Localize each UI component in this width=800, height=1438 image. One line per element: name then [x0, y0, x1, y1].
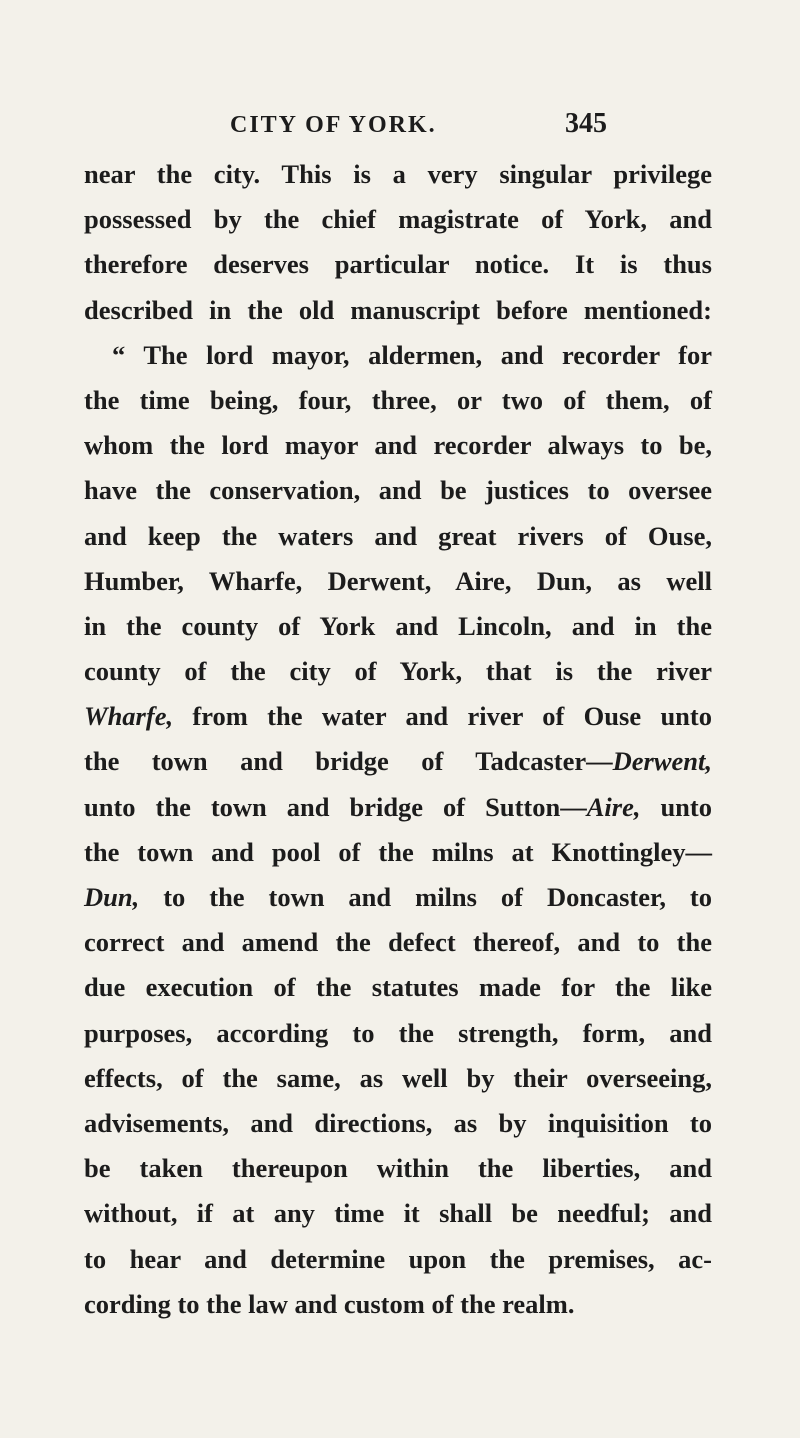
line-text: from the water and river of Ouse unto	[173, 701, 712, 732]
italic-river-name: Aire,	[586, 791, 641, 822]
line-text-tail: unto	[640, 791, 712, 822]
italic-river-name: Dun,	[84, 882, 140, 912]
text-line: possessed by the chief magistrate of York, and	[84, 204, 712, 235]
text-line: be taken thereupon within the liberties, and	[84, 1153, 712, 1184]
text-line: without, if at any time it shall be needful; and	[84, 1198, 712, 1229]
text-line: to hear and determine upon the premises, ac-	[84, 1243, 712, 1274]
text-line: described in the old manuscript before mentioned:	[84, 294, 712, 325]
text-line: near the city. This is a very singular privilege	[84, 159, 712, 189]
text-line: correct and amend the defect thereof, and to the	[84, 927, 712, 958]
text-line: cording to the law and custom of the realm.	[84, 1288, 575, 1319]
text-line: Humber, Wharfe, Derwent, Aire, Dun, as well	[84, 565, 712, 596]
text-line	[84, 875, 712, 920]
text-line: and keep the waters and great rivers of Ouse,	[84, 520, 712, 551]
text-line: whom the lord mayor and recorder always to be,	[84, 430, 712, 461]
text-line	[84, 785, 712, 830]
text-line: “ The lord mayor, aldermen, and recorder for	[112, 339, 712, 370]
italic-river-name: Wharfe,	[84, 701, 174, 732]
line-text: unto the town and bridge of Sutton—	[84, 791, 587, 822]
line-text: to the town and milns of Doncaster, to	[139, 882, 712, 912]
running-head: CITY OF YORK.	[230, 112, 437, 138]
text-line: in the county of York and Lincoln, and in the	[84, 610, 712, 641]
text-line	[84, 739, 712, 784]
body-text	[84, 152, 712, 1327]
text-line: have the conservation, and be justices to oversee	[84, 475, 712, 506]
text-line: effects, of the same, as well by their overseeing,	[84, 1062, 712, 1093]
text-line: purposes, according to the strength, form, and	[84, 1017, 712, 1048]
italic-river-name: Derwent,	[612, 746, 712, 777]
text-line	[84, 694, 712, 739]
text-line: the time being, four, three, or two of them, of	[84, 384, 712, 415]
text-line: county of the city of York, that is the river	[84, 656, 712, 687]
page-header	[230, 108, 610, 152]
line-text: the town and bridge of Tadcaster—	[84, 746, 613, 777]
text-line: advisements, and directions, as by inquisition to	[84, 1107, 712, 1138]
text-line: therefore deserves particular notice. It is thus	[84, 249, 712, 280]
page-number: 345	[565, 108, 607, 139]
text-line: due execution of the statutes made for the like	[84, 972, 712, 1003]
text-line: the town and pool of the milns at Knottingley—	[84, 836, 712, 867]
